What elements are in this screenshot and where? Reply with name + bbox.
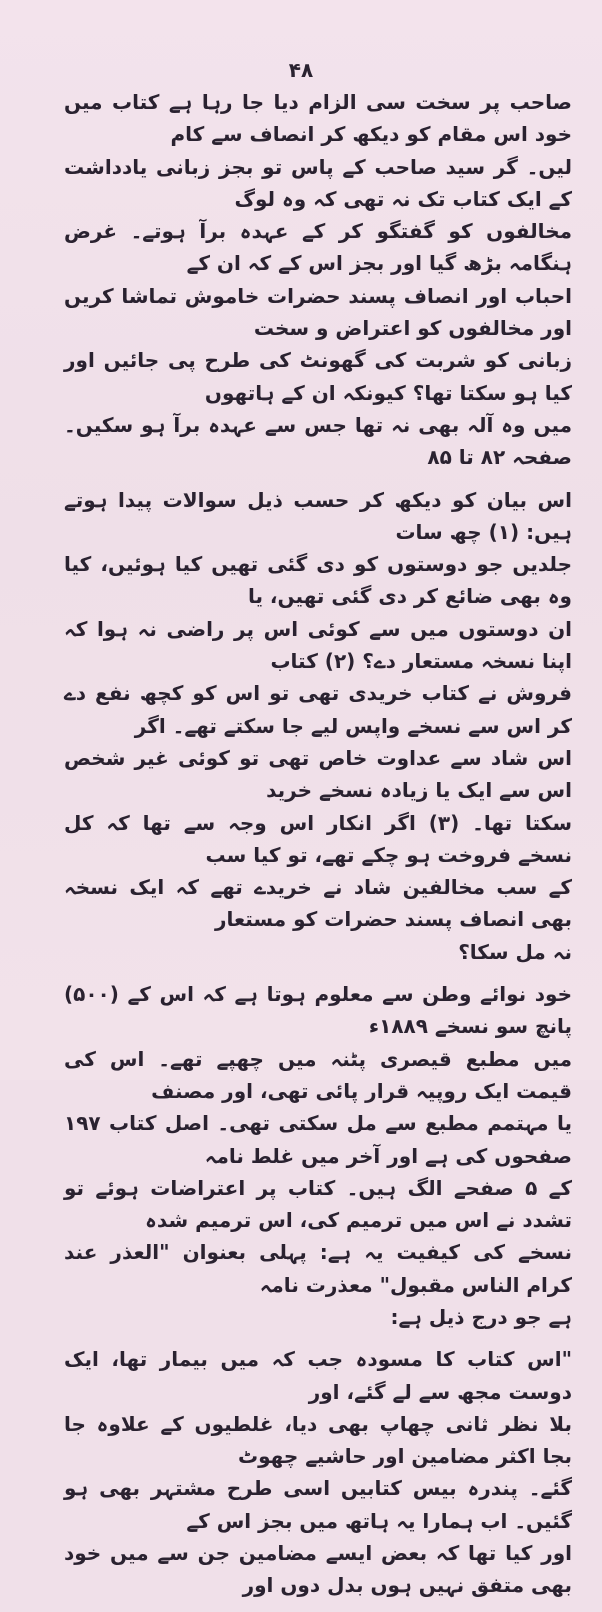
text-body bbox=[64, 86, 572, 1612]
quoted-paragraph: "اس کتاب کا مسودہ جب کہ میں بیمار تھا، ایک دوست مجھ سے لے گئے، اور بلا نظر ثانی چھاپ بھی دیا، غلطیوں کے علاوہ جا بجا اکثر مضامین اور حاشیے چھوٹ گئے۔ پندرہ بیس کتابیں اسی طرح مشتہر بھی ہو گئیں۔ اب ہمارا یہ ہاتھ میں بجز اس کے اور کیا تھا کہ بعض ایسے مضامین جن سے میں خود بھی متفق نہیں ہوں بدل دوں اور bbox=[64, 1347, 572, 1598]
paragraph: صاحب پر سخت سی الزام دیا جا رہا ہے کتاب میں خود اس مقام کو دیکھ کر انصاف سے کام لیں۔ گر سید صاحب کے پاس تو بجز زبانی یادداشت کے ایک کتاب تک نہ تھی کہ وہ لوگ مخالفوں کو گفتگو کر کے عہدہ برآ ہوتے۔ غرض ہنگامہ بڑھ گیا اور بجز اس کے کہ ان کے احباب اور انصاف پسند حضرات خاموش تماشا کریں اور مخالفوں کو اعتراض و سخت زبانی کو شربت کی گھونٹ کی طرح پی جائیں اور کیا ہو سکتا تھا؟ کیونکہ ان کے ہاتھوں میں وہ آلہ بھی نہ تھا جس سے عہدہ برآ ہو سکیں۔ صفحہ ۸۲ تا ۸۵ bbox=[64, 90, 572, 470]
page-number: ۴۸ bbox=[288, 58, 314, 82]
paragraph: خود نوائے وطن سے معلوم ہوتا ہے کہ اس کے (۵۰۰) پانچ سو نسخے ۱۸۸۹ء میں مطبع قیصری پٹنہ میں چھپے تھے۔ اس کی قیمت ایک روپیہ قرار پائی تھی، اور مصنف یا مہتمم مطبع سے مل سکتی تھی۔ اصل کتاب ۱۹۷ صفحوں کی ہے اور آخر میں غلط نامہ کے ۵ صفحے الگ ہیں۔ کتاب پر اعتراضات ہوئے تو تشدد نے اس میں ترمیم کی، اس ترمیم شدہ نسخے کی کیفیت یہ ہے: پہلی بعنوان "العذر عند کرام الناس مقبول" معذرت نامہ ہے جو درج ذیل ہے: bbox=[64, 982, 572, 1329]
paragraph: اس بیان کو دیکھ کر حسب ذیل سوالات پیدا ہوتے ہیں: (۱) چھ سات جلدیں جو دوستوں کو دی گئی تھیں کیا ہوئیں، کیا وہ بھی ضائع کر دی گئی تھیں، یا ان دوستوں میں سے کوئی اس پر راضی نہ ہوا کہ اپنا نسخہ مستعار دے؟ (۲) کتاب فروش نے کتاب خریدی تھی تو اس کو کچھ نفع دے کر اس سے نسخے واپس لیے جا سکتے تھے۔ اگر اس شاد سے عداوت خاص تھی تو کوئی غیر شخص اس سے ایک یا زیادہ نسخے خرید سکتا تھا۔ (۳) اگر انکار اس وجہ سے تھا کہ کل نسخے فروخت ہو چکے تھے، تو کیا سب کے سب مخالفین شاد نے خریدے تھے کہ ایک نسخہ بھی انصاف پسند حضرات کو مستعار نہ مل سکا؟ bbox=[64, 487, 572, 964]
